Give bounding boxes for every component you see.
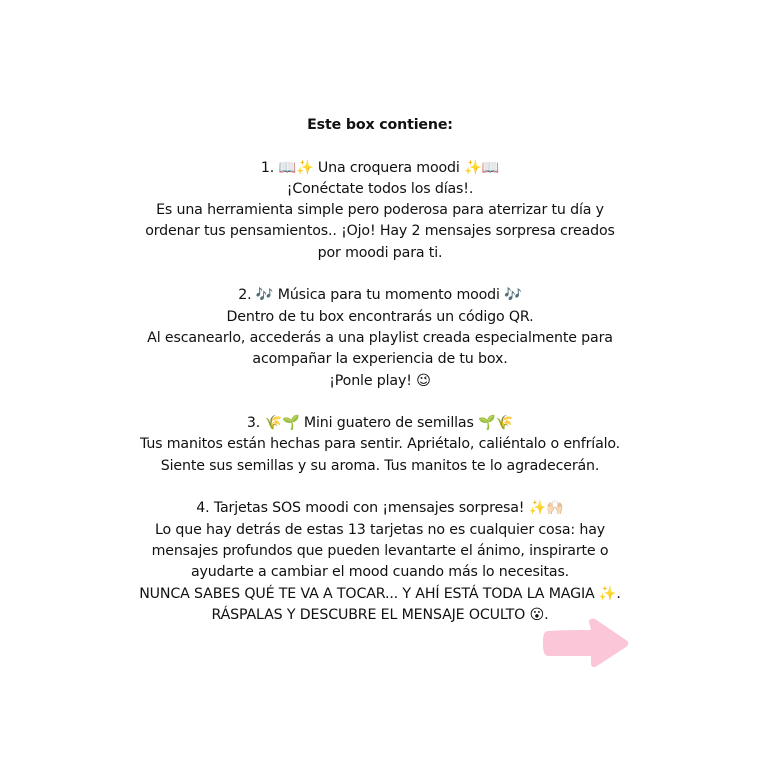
text-line: Lo que hay detrás de estas 13 tarjetas no es cualquier cosa: hay bbox=[155, 521, 605, 538]
section-tarjetas bbox=[0, 498, 760, 626]
section-croquera bbox=[0, 158, 760, 264]
text-line: ¡Conéctate todos los días!. bbox=[286, 180, 474, 197]
box-contents-text bbox=[0, 115, 760, 626]
text-line: ayudarte a cambiar el mood cuando más lo necesitas. bbox=[190, 564, 570, 581]
text-line: NUNCA SABES QUÉ TE VA A TOCAR... Y AHÍ ESTÁ TODA LA MAGIA ✨. bbox=[139, 585, 621, 602]
heading: Este box contiene: bbox=[307, 117, 453, 133]
text-line: ordenar tus pensamientos.. ¡Ojo! Hay 2 mensajes sorpresa creados bbox=[145, 223, 615, 240]
arrow-right-icon[interactable] bbox=[543, 618, 629, 668]
text-line: acompañar la experiencia de tu box. bbox=[252, 351, 508, 368]
text-line: ¡Ponle play! 😉 bbox=[329, 372, 431, 389]
section-musica bbox=[0, 285, 760, 391]
text-line: mensajes profundos que pueden levantarte el ánimo, inspirarte o bbox=[151, 542, 609, 559]
section-title: 3. 🌾🌱 Mini guatero de semillas 🌱🌾 bbox=[246, 415, 514, 432]
section-guatero bbox=[0, 413, 760, 477]
text-line: Al escanearlo, accederás a una playlist creada especialmente para bbox=[147, 329, 613, 346]
text-line: Siente sus semillas y su aroma. Tus manitos te lo agradecerán. bbox=[160, 457, 600, 474]
section-title: 1. 📖✨ Una croquera moodi ✨📖 bbox=[260, 159, 500, 176]
text-line: por moodi para ti. bbox=[317, 244, 443, 261]
section-title: 4. Tarjetas SOS moodi con ¡mensajes sorpresa! ✨🙌🏻 bbox=[196, 500, 564, 517]
text-line: Es una herramienta simple pero poderosa para aterrizar tu día y bbox=[156, 202, 604, 219]
section-title: 2. 🎶 Música para tu momento moodi 🎶 bbox=[238, 287, 522, 304]
text-line: RÁSPALAS Y DESCUBRE EL MENSAJE OCULTO 😮. bbox=[211, 606, 549, 623]
text-line: Dentro de tu box encontrarás un código QR. bbox=[226, 308, 534, 325]
text-line: Tus manitos están hechas para sentir. Apriétalo, caliéntalo o enfríalo. bbox=[139, 436, 621, 453]
